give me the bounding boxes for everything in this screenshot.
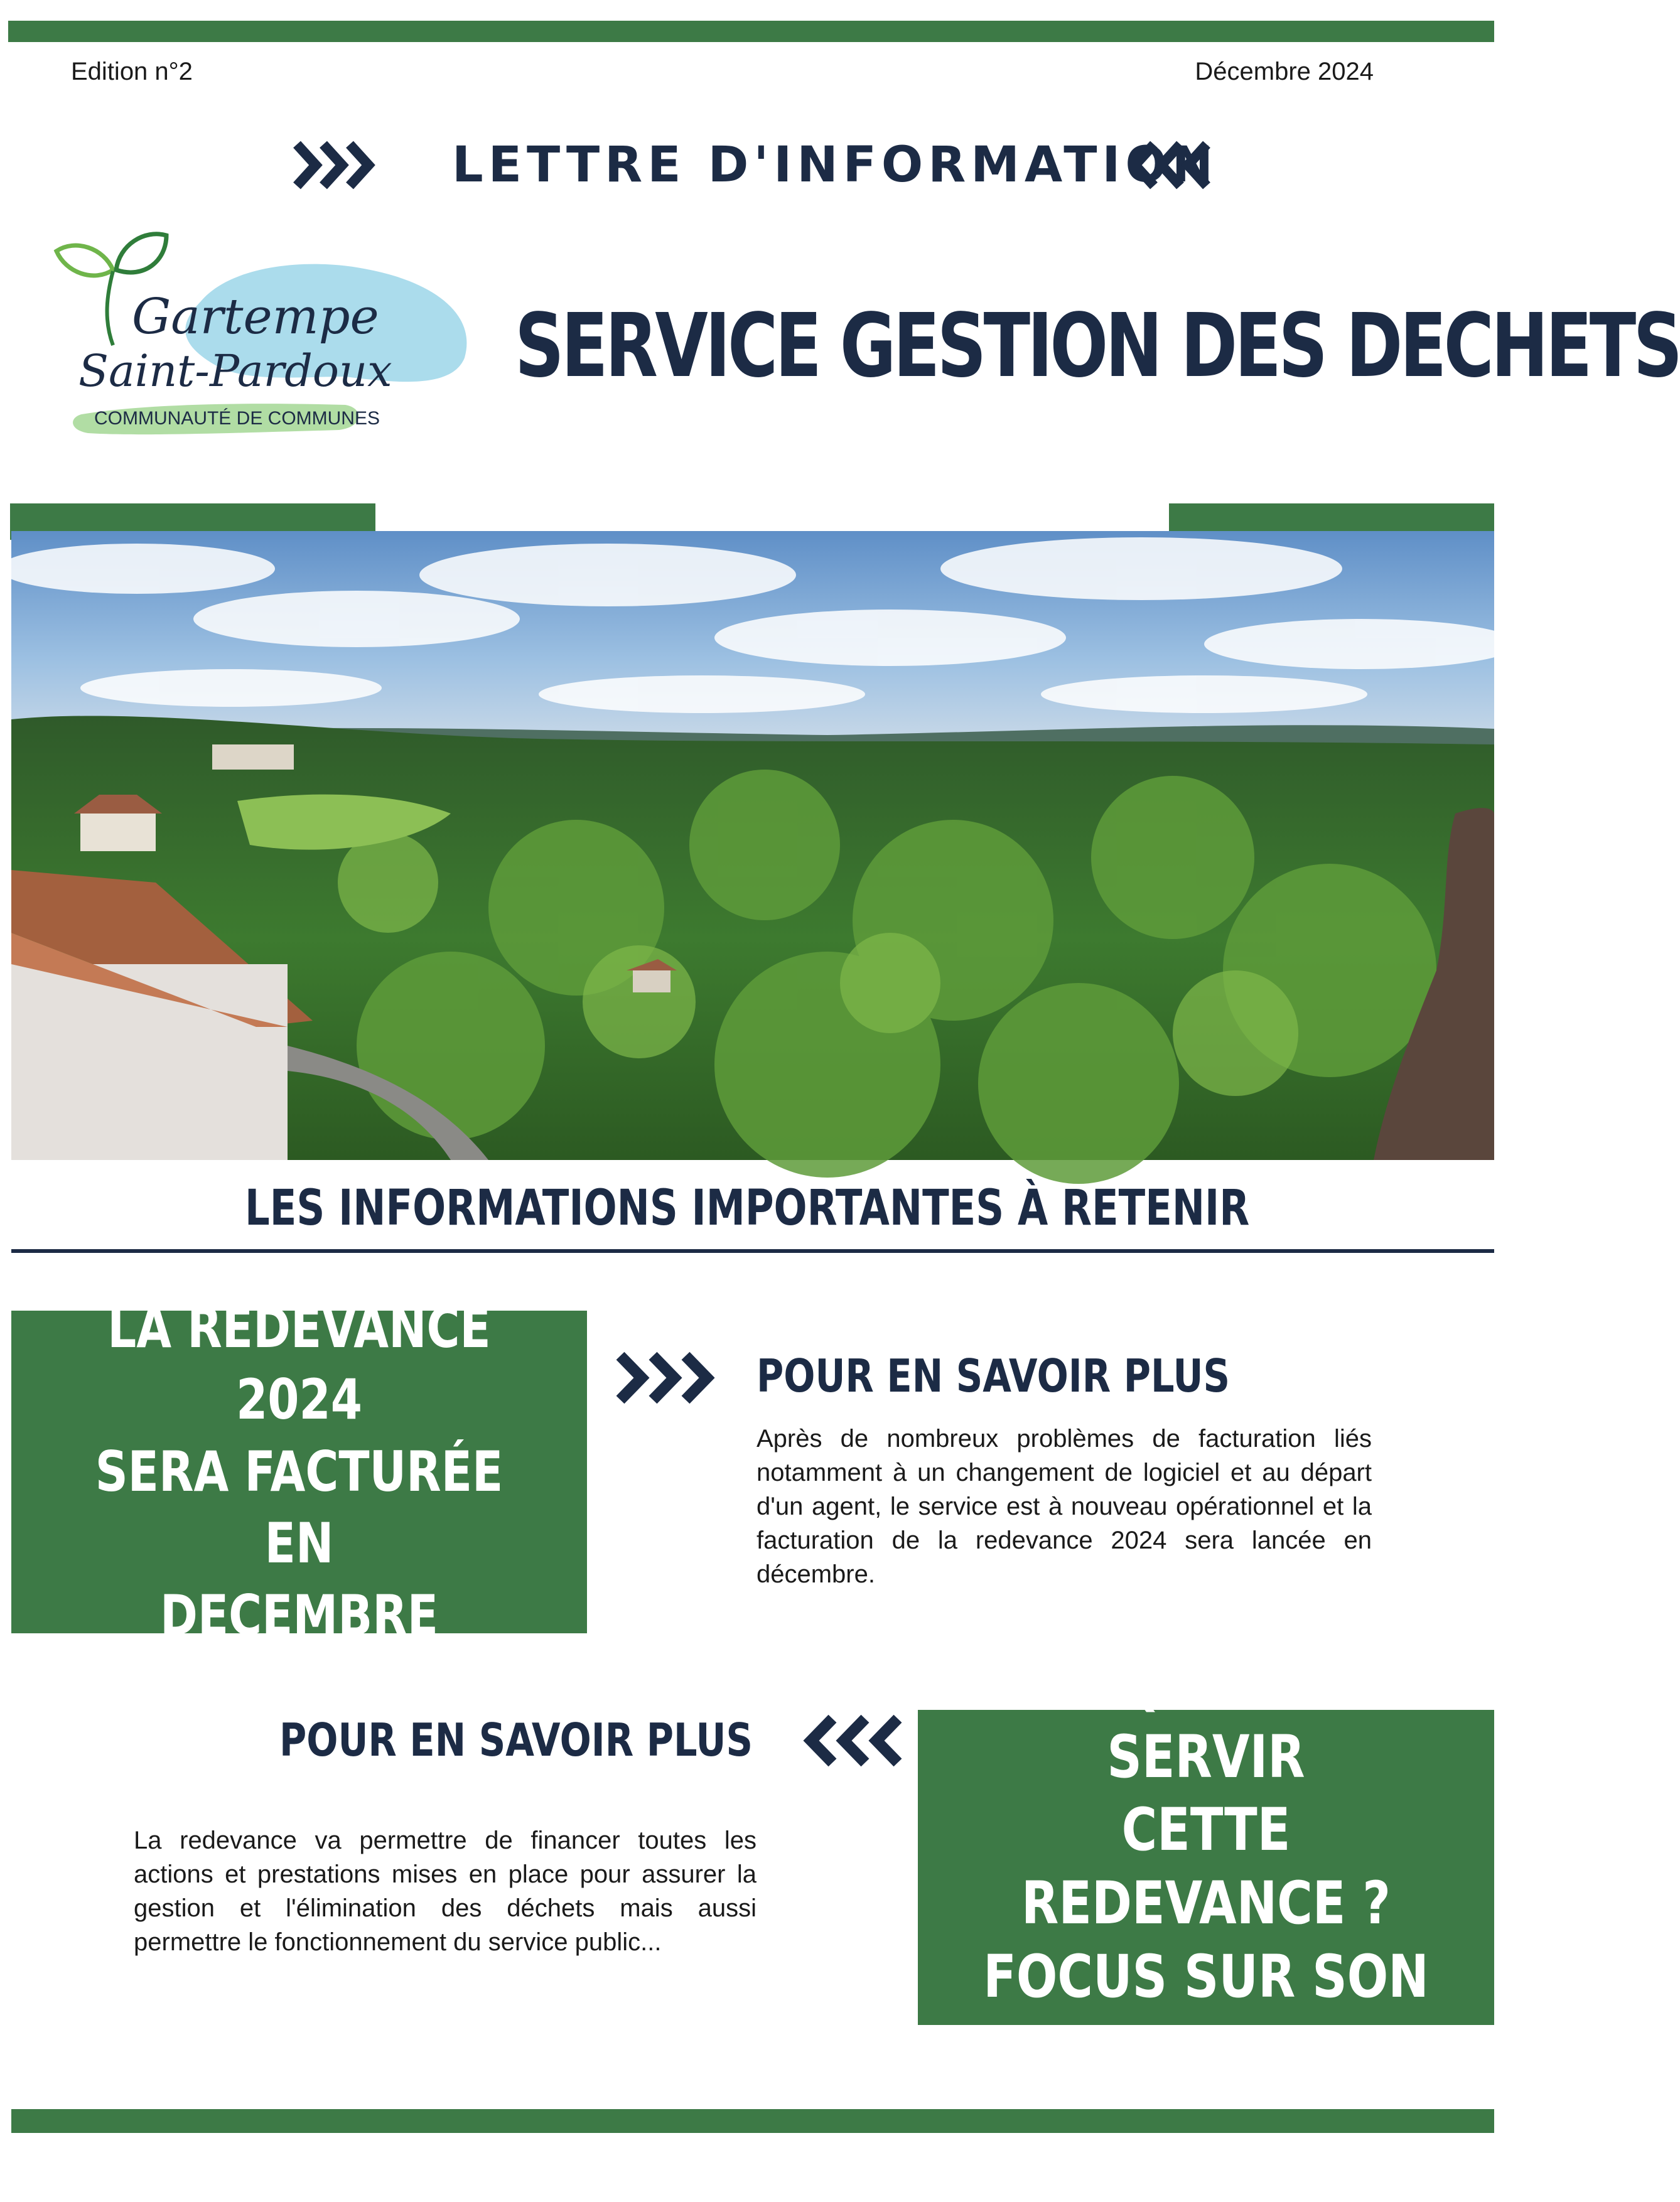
redevance-box-line2: SERA FACTURÉE EN: [95, 1439, 503, 1576]
bottom-bar: [11, 2109, 1494, 2133]
info-text-2: La redevance va permettre de financer toutes les actions et prestations mises en place pour assurer la gestion et l'élimination des déchets mais aussi permettre le fonctionnement du service public...: [134, 1827, 757, 1956]
logo: [44, 226, 483, 458]
info-heading-2: [279, 1714, 857, 1766]
redevance-box-line1: LA REDEVANCE 2024: [107, 1296, 491, 1432]
top-bar: [8, 21, 1494, 42]
redevance-box-line3: DECEMBRE: [159, 1582, 439, 1648]
section-divider: [11, 1249, 1494, 1253]
edition-date: Décembre 2024: [1195, 58, 1374, 85]
info-text-1: Après de nombreux problèmes de facturation liés notamment à un changement de logiciel et au départ d'un agent, le service est à nouveau opérationnel et la facturation de la redevance 2024 sera lancée en décembre.: [757, 1425, 1372, 1588]
info-heading-1-text: POUR EN SAVOIR PLUS: [757, 1350, 1230, 1402]
edition-number: Edition n°2: [71, 58, 193, 85]
newsletter-label: LETTRE D'INFORMATION: [452, 137, 1219, 193]
logo-name-line1: Gartempe: [132, 289, 379, 345]
usage-box-line4: UTILISATION: [1035, 2016, 1377, 2085]
usage-box-line3: FOCUS SUR SON: [983, 1942, 1429, 2011]
chevron-left-icon: [1124, 131, 1212, 202]
redevance-box: [11, 1296, 587, 1648]
page-title: SERVICE GESTION DES DECHETS: [515, 295, 1680, 397]
logo-tagline: COMMUNAUTÉ DE COMMUNES: [94, 408, 380, 429]
landscape-photo: [11, 531, 1494, 1160]
section-title: [0, 1180, 1495, 1237]
chevron-right-icon-2: [614, 1343, 727, 1415]
usage-box-line1: A QUOI VA SERVIR: [1065, 1650, 1347, 1791]
section-title-text: LES INFORMATIONS IMPORTANTES À RETENIR: [245, 1180, 1250, 1237]
chevron-right-icon: [292, 131, 380, 202]
info-heading-1: [757, 1350, 1334, 1402]
usage-box-line2: CETTE REDEVANCE ?: [1021, 1796, 1391, 1938]
chevron-left-icon-2: [791, 1706, 904, 1778]
usage-box: [918, 1650, 1494, 2085]
info-heading-2-text: POUR EN SAVOIR PLUS: [279, 1714, 753, 1766]
logo-name-line2: Saint-Pardoux: [78, 345, 392, 397]
